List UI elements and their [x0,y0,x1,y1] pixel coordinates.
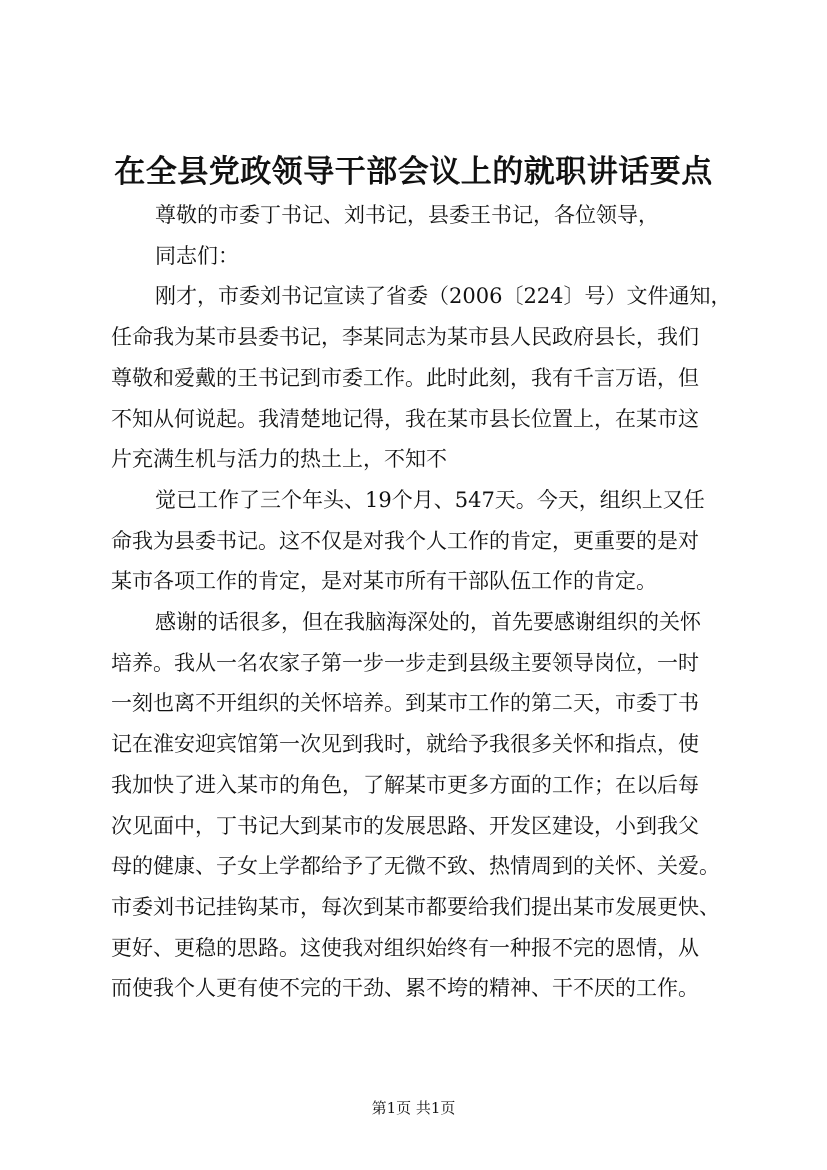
text-line: 市委刘书记挂钩某市，每次到某市都要给我们提出某市发展更快、 [111,894,720,919]
text-line: 记在淮安迎宾馆第一次见到我时，就给予我很多关怀和指点，使 [111,732,699,757]
text-line: 母的健康、子女上学都给予了无微不致、热情周到的关怀、关爱。 [111,854,720,879]
document-body [111,195,732,1009]
text-line: 刚才，市委刘书记宣读了省委（2006〔224〕号）文件通知， [155,284,732,309]
paragraph [111,236,725,277]
text-line: 我加快了进入某市的角色，了解某市更多方面的工作；在以后每 [111,772,699,797]
text-line: 感谢的话很多，但在我脑海深处的，首先要感谢组织的关怀 [155,610,701,635]
text-line: 命我为县委书记。这不仅是对我个人工作的肯定，更重要的是对 [111,528,699,553]
text-line: 不知从何说起。我清楚地记得，我在某市县长位置上，在某市这 [111,406,699,431]
paragraph [111,276,732,480]
paragraph [111,195,725,236]
text-line: 尊敬的市委丁书记、刘书记，县委王书记，各位领导， [155,203,659,227]
text-line: 培养。我从一名农家子第一步一步走到县级主要领导岗位，一时 [111,650,699,675]
text-line: 尊敬和爱戴的王书记到市委工作。此时此刻，我有千言万语，但 [111,365,699,390]
paragraph [111,602,725,1009]
document-title: 在全县党政领导干部会议上的就职讲话要点 [114,154,713,190]
text-line: 同志们： [155,243,239,268]
page-footer: 第1页 共1页 [371,1099,456,1117]
text-line: 次见面中，丁书记大到某市的发展思路、开发区建设，小到我父 [111,813,699,838]
text-line: 片充满生机与活力的热土上，不知不 [111,447,447,472]
paragraph [111,480,725,602]
text-line: 而使我个人更有使不完的干劲、累不垮的精神、干不厌的工作。 [111,976,699,1001]
text-line: 觉已工作了三个年头、19个月、547天。今天，组织上又任 [155,487,705,512]
text-line: 任命我为某市县委书记，李某同志为某市县人民政府县长，我们 [111,325,699,350]
text-line: 一刻也离不开组织的关怀培养。到某市工作的第二天，市委丁书 [111,691,699,716]
text-line: 某市各项工作的肯定，是对某市所有干部队伍工作的肯定。 [111,569,657,594]
text-line: 更好、更稳的思路。这使我对组织始终有一种报不完的恩情，从 [111,935,699,960]
